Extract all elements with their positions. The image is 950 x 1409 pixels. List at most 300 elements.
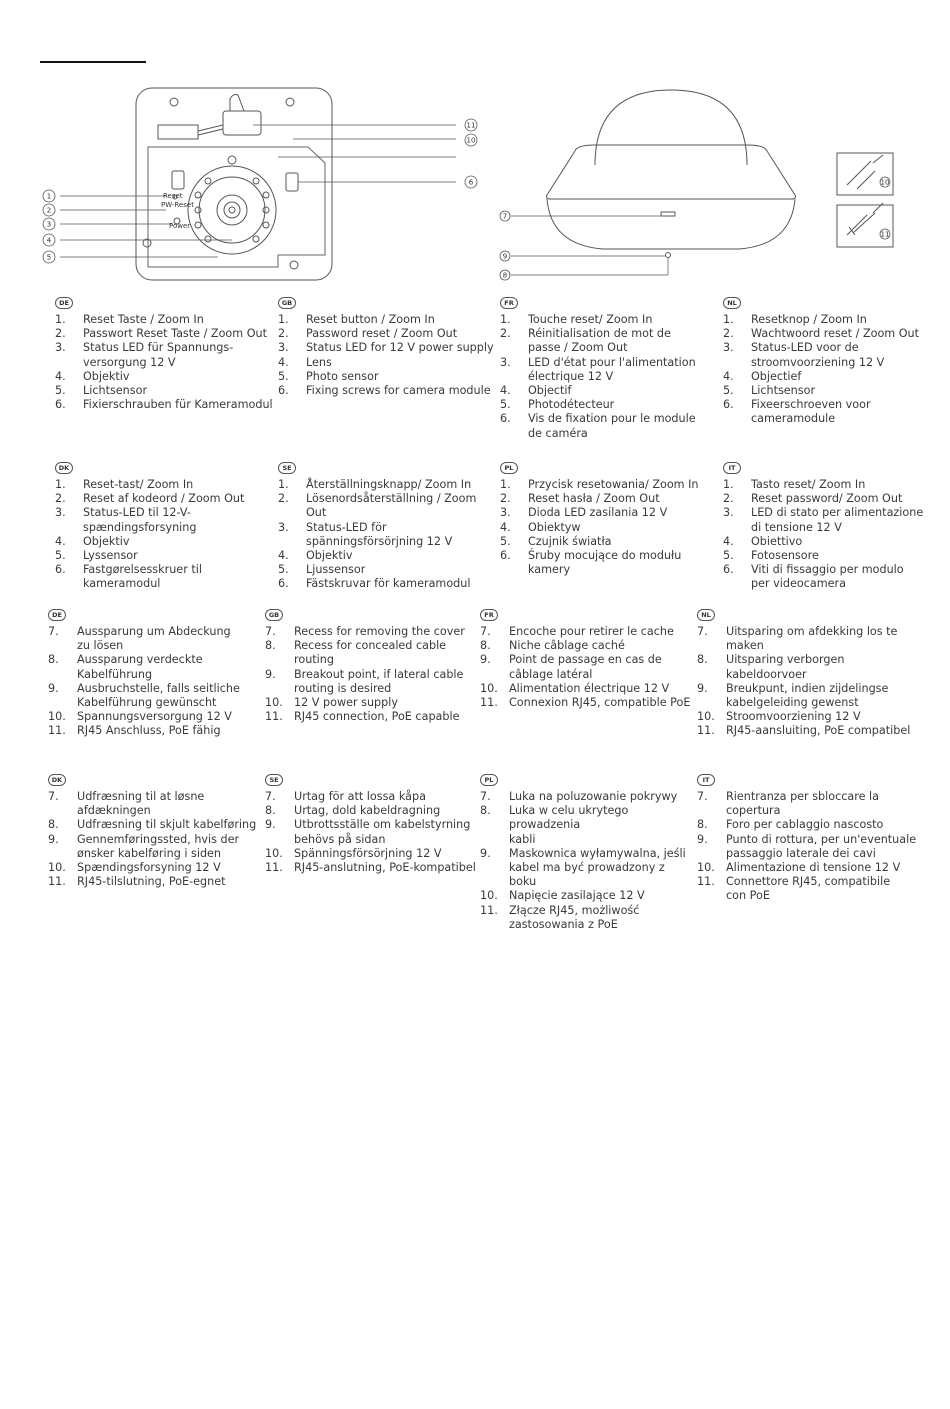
item-number: 5. [55,549,66,563]
legend-item [55,549,275,563]
item-number: 1. [723,313,734,326]
item-number: 2. [500,492,511,506]
item-number: 10. [265,696,283,710]
legend-item [697,724,927,738]
dome-housing-diagram [495,85,905,285]
language-badge: NL [723,297,741,309]
item-text: Lens [306,355,332,369]
legend-item [723,398,948,426]
legend-item [278,563,498,577]
item-number: 5. [723,549,734,563]
item-text: Fixing screws for camera module [306,384,491,398]
item-text: Connettore RJ45, compatibile con PoE [726,875,891,903]
legend-item [48,682,263,710]
item-number: 4. [500,520,511,534]
legend-item [723,478,948,492]
item-text: Viti di fissaggio per modulo per videocamera [751,563,904,591]
item-text: Connexion RJ45, compatible PoE [509,696,691,710]
legend-item [500,549,720,577]
legend-item [500,313,720,327]
legend-item [500,384,720,398]
legend-item [723,341,948,369]
item-text: Punto di rottura, per un'eventuale passaggio laterale dei cavi [726,832,917,860]
item-number: 11. [480,903,498,917]
item-text: Lyssensor [83,549,138,563]
item-number: 6. [723,563,734,577]
legend-item [265,818,480,846]
item-text: 12 V power supply [294,696,398,710]
legend-item [55,341,275,369]
item-number: 7. [480,790,491,803]
legend-item [55,506,275,534]
item-number: 6. [278,384,289,398]
item-text: Stroomvoorziening 12 V [726,710,861,724]
item-number: 5. [723,384,734,398]
item-text: Vis de fixation pour le module de caméra [528,412,696,440]
legend-item [723,506,948,534]
language-badge: GB [265,609,283,621]
item-number: 6. [278,577,289,591]
item-text: Reset-tast/ Zoom In [83,478,194,491]
callout-8: 8 [502,271,508,280]
item-text: Reset Taste / Zoom In [83,313,204,326]
item-text: Encoche pour retirer le cache [509,625,674,638]
item-text: Photodétecteur [528,398,615,412]
item-text: Ljussensor [306,563,366,577]
item-text: Återställningsknapp/ Zoom In [306,478,472,491]
item-text: RJ45-anslutning, PoE-kompatibel [294,861,476,875]
legend-block-gb [265,607,480,724]
item-text: Aussparung um Abdeckung zu lösen [77,625,231,653]
item-text: Touche reset/ Zoom In [528,313,653,326]
language-badge: DK [55,462,73,474]
legend-item [500,521,720,535]
item-text: Objectif [528,384,572,398]
item-text: Alimentazione di tensione 12 V [726,861,901,875]
item-number: 9. [697,681,708,695]
item-number: 9. [48,832,59,846]
item-text: Wachtwoord reset / Zoom Out [751,327,920,341]
item-number: 1. [723,478,734,491]
legend-block-fr [480,607,695,710]
pcb-label-pwreset: PW-Reset [161,201,194,209]
legend-item [480,639,695,653]
legend-block-dk [55,460,275,592]
item-text: Maskownica wyłamywalna, jeśli kabel ma być prowadzony z boku [509,846,686,889]
item-number: 7. [480,625,491,638]
item-number: 5. [500,534,511,548]
item-text: Recess for removing the cover [294,625,465,638]
legend-item [500,398,720,412]
legend-item [723,492,948,506]
item-number: 5. [278,563,289,577]
item-number: 8. [697,653,708,667]
legend-item [48,710,263,724]
item-text: Fotosensore [751,549,819,563]
item-text: Status LED für Spannungs- versorgung 12 V [83,341,234,369]
legend-item [265,710,480,724]
item-text: Spänningsförsörjning 12 V [294,846,442,860]
item-number: 10. [480,889,498,903]
item-text: Fixeerschroeven voor cameramodule [751,398,871,426]
legend-item [55,398,275,412]
legend-item [480,889,695,903]
item-number: 2. [278,492,289,506]
legend-item [697,861,927,875]
item-number: 7. [265,790,276,803]
item-number: 8. [480,804,491,818]
language-badge: SE [265,774,283,786]
item-number: 7. [265,625,276,638]
item-text: Breakout point, if lateral cable routing is desired [294,667,464,695]
camera-module-diagram [38,85,488,285]
item-text: LED d'état pour l'alimentation électrique 12 V [528,355,696,383]
language-badge: DE [48,609,66,621]
item-text: Rientranza per sbloccare la copertura [726,790,880,818]
item-text: Czujnik światła [528,534,612,548]
legend-item [48,818,263,832]
item-number: 7. [48,625,59,638]
language-badge: NL [697,609,715,621]
item-number: 8. [480,639,491,653]
legend-item [48,861,263,875]
legend-item [500,356,720,384]
legend-item [265,861,480,875]
legend-item [265,804,480,818]
item-number: 2. [278,327,289,341]
item-number: 7. [48,790,59,803]
legend-item [48,724,263,738]
item-number: 3. [55,506,66,520]
item-text: Złącze RJ45, możliwość zastosowania z PoE [509,903,640,931]
item-text: Spannungsversorgung 12 V [77,710,232,724]
legend-block-it [723,460,948,592]
item-number: 1. [55,478,66,491]
item-text: Reset hasła / Zoom Out [528,492,660,506]
item-number: 6. [500,549,511,563]
item-number: 4. [55,534,66,548]
item-number: 10. [697,710,715,724]
legend-item [480,682,695,696]
item-number: 8. [265,639,276,653]
item-text: Napięcie zasilające 12 V [509,889,645,903]
legend-item [265,696,480,710]
item-number: 10. [48,710,66,724]
legend-item [55,384,275,398]
callout-1: 1 [46,192,52,201]
item-number: 4. [278,355,289,369]
item-text: Resetknop / Zoom In [751,313,867,326]
pcb-label-power: Power [169,222,191,230]
item-number: 9. [265,818,276,832]
item-text: Password reset / Zoom Out [306,327,458,341]
legend-item [480,904,695,932]
item-number: 6. [500,412,511,426]
callout-7: 7 [502,212,508,221]
item-text: Uitsparing verborgen kabeldoorvoer [726,653,845,681]
legend-item [480,625,695,639]
item-text: Fästskruvar för kameramodul [306,577,471,591]
pcb-label-reset: Reset [163,192,183,200]
legend-block-it [697,772,927,904]
legend-item [723,370,948,384]
item-number: 3. [500,355,511,369]
legend-block-nl [697,607,927,739]
legend-block-de [55,295,275,412]
legend-item [723,549,948,563]
item-number: 8. [697,818,708,832]
item-text: Alimentation électrique 12 V [509,681,670,695]
item-text: Réinitialisation de mot de passe / Zoom Out [528,327,671,355]
legend-item [265,847,480,861]
item-number: 4. [500,384,511,398]
item-text: Objectief [751,369,802,383]
item-number: 1. [278,478,289,491]
item-number: 9. [480,653,491,667]
legend-item [697,790,927,818]
legend-item [278,341,498,355]
item-number: 11. [697,724,715,738]
item-number: 11. [480,696,498,710]
item-number: 4. [723,369,734,383]
legend-item [697,833,927,861]
item-number: 2. [723,327,734,341]
item-text: Urtag för att lossa kåpa [294,790,426,803]
item-number: 1. [55,313,66,326]
item-text: Objektiv [83,534,130,548]
item-text: Przycisk resetowania/ Zoom In [528,478,699,491]
item-number: 8. [48,653,59,667]
legend-item [278,492,498,520]
item-text: Point de passage en cas de câblage latéral [509,653,662,681]
language-badge: PL [500,462,518,474]
legend-item [55,313,275,327]
item-text: Ausbruchstelle, falls seitliche Kabelführung gewünscht [77,681,240,710]
item-text: Photo sensor [306,369,379,383]
legend-item [500,492,720,506]
item-text: Objektiv [306,549,353,563]
legend-block-gb [278,295,498,398]
language-badge: GB [278,297,296,309]
item-number: 1. [500,478,511,491]
item-text: Status LED for 12 V power supply [306,341,494,355]
item-number: 11. [265,861,283,875]
item-number: 11. [265,710,283,724]
legend-item [278,521,498,549]
legend-block-pl [500,460,720,577]
item-number: 1. [500,313,511,326]
item-number: 3. [723,341,734,355]
legend-item [500,412,720,440]
legend-item [278,384,498,398]
legend-item [278,370,498,384]
item-text: RJ45-aansluiting, PoE compatibel [726,724,911,738]
legend-item [265,790,480,804]
legend-item [55,492,275,506]
legend-item [723,384,948,398]
item-text: Obiettivo [751,534,803,548]
legend-block-nl [723,295,948,427]
legend-block-fr [500,295,720,441]
legend-item [278,327,498,341]
legend-item [480,696,695,710]
legend-item [723,327,948,341]
legend-item [278,356,498,370]
item-text: Status-LED voor de stroomvoorziening 12 V [751,341,885,369]
legend-block-de [48,607,263,739]
item-text: Uitsparing om afdekking los te maken [726,625,898,653]
legend-item [697,625,927,653]
legend-item [480,804,695,847]
legend-item [265,625,480,639]
legend-item [500,506,720,520]
language-badge: PL [480,774,498,786]
language-badge: IT [697,774,715,786]
callout-9: 9 [502,252,508,261]
legend-item [697,818,927,832]
item-text: Spændingsforsyning 12 V [77,861,221,875]
legend-block-dk [48,772,263,889]
language-badge: FR [480,609,498,621]
callout-power-connector: 10 [880,178,890,187]
item-text: RJ45 connection, PoE capable [294,710,460,724]
legend-item [480,653,695,681]
item-number: 6. [55,563,66,577]
legend-item [723,563,948,591]
item-number: 2. [55,492,66,506]
item-text: RJ45 Anschluss, PoE fähig [77,724,221,738]
callout-5: 5 [46,253,52,262]
callout-6: 6 [468,178,474,187]
language-badge: FR [500,297,518,309]
header-rule [40,61,146,63]
legend-item [697,710,927,724]
legend-item [48,625,263,653]
legend-item [500,478,720,492]
item-number: 10. [48,861,66,875]
legend-item [48,653,263,681]
legend-item [697,875,927,903]
language-badge: IT [723,462,741,474]
item-number: 9. [265,667,276,681]
item-text: Niche câblage caché [509,639,625,653]
legend-item [480,790,695,804]
item-number: 10. [265,846,283,860]
legend-item [55,327,275,341]
item-text: Dioda LED zasilania 12 V [528,506,668,520]
item-number: 2. [723,492,734,506]
item-text: RJ45-tilslutning, PoE-egnet [77,875,226,889]
callout-2: 2 [46,206,52,215]
legend-item [723,535,948,549]
legend-item [55,370,275,384]
item-text: Foro per cablaggio nascosto [726,818,884,832]
legend-item [48,833,263,861]
item-number: 7. [697,625,708,638]
item-number: 3. [278,520,289,534]
item-text: LED di stato per alimentazione di tensione 12 V [751,506,924,534]
callout-11: 11 [466,121,476,130]
item-text: Lösenordsåterställning / Zoom Out [306,492,477,520]
item-number: 4. [278,549,289,563]
item-text: Lichtsensor [83,384,148,398]
legend-item [697,653,927,681]
item-text: Śruby mocujące do modułu kamery [528,549,682,577]
callout-rj45-connector: 11 [880,230,890,239]
legend-item [55,535,275,549]
item-number: 6. [55,398,66,412]
item-number: 7. [697,790,708,803]
legend-item [48,790,263,818]
legend-item [500,535,720,549]
item-text: Udfræsning til skjult kabelføring [77,818,257,832]
item-text: Reset button / Zoom In [306,313,435,326]
item-number: 5. [55,384,66,398]
callout-4: 4 [46,236,52,245]
item-text: Reset password/ Zoom Out [751,492,903,506]
item-text: Recess for concealed cable routing [294,639,447,667]
legend-item [55,478,275,492]
item-number: 5. [500,398,511,412]
item-text: Gennemføringssted, hvis der ønsker kabelføring i siden [77,832,240,860]
item-text: Aussparung verdeckte Kabelführung [77,653,203,681]
item-number: 2. [500,327,511,341]
item-number: 1. [278,313,289,326]
legend-item [480,847,695,890]
item-number: 3. [723,506,734,520]
legend-item [697,682,927,710]
legend-item [278,577,498,591]
legend-block-pl [480,772,695,932]
item-text: Urtag, dold kabeldragning [294,804,441,818]
legend-item [265,639,480,667]
item-text: Fastgørelsesskruer til kameramodul [83,563,202,591]
item-number: 10. [697,861,715,875]
item-text: Passwort Reset Taste / Zoom Out [83,327,268,341]
item-number: 3. [500,506,511,520]
item-number: 11. [48,875,66,889]
legend-item [278,549,498,563]
item-text: Status-LED til 12-V- spændingsforsyning [83,506,197,534]
item-number: 4. [55,369,66,383]
legend-item [48,875,263,889]
item-text: Breukpunt, indien zijdelingse kabelgeleiding gewenst [726,681,889,710]
item-text: Udfræsning til at løsne afdækningen [77,790,205,818]
language-badge: DE [55,297,73,309]
item-number: 8. [265,804,276,818]
legend-block-se [265,772,480,875]
item-text: Objektiv [83,369,130,383]
item-text: Lichtsensor [751,384,816,398]
language-badge: DK [48,774,66,786]
item-text: Luka w celu ukrytego prowadzenia kabli [509,804,629,846]
legend-block-se [278,460,498,592]
item-number: 9. [697,832,708,846]
legend-item [55,563,275,591]
item-text: Status-LED för spänningsförsörjning 12 V [306,520,453,548]
item-number: 2. [55,327,66,341]
item-number: 6. [723,398,734,412]
callout-10: 10 [466,136,476,145]
legend-item [723,313,948,327]
legend-item [500,327,720,355]
item-number: 4. [723,534,734,548]
item-text: Tasto reset/ Zoom In [751,478,866,491]
legend-item [265,668,480,696]
item-text: Luka na poluzowanie pokrywy [509,790,678,803]
item-number: 9. [48,681,59,695]
language-badge: SE [278,462,296,474]
